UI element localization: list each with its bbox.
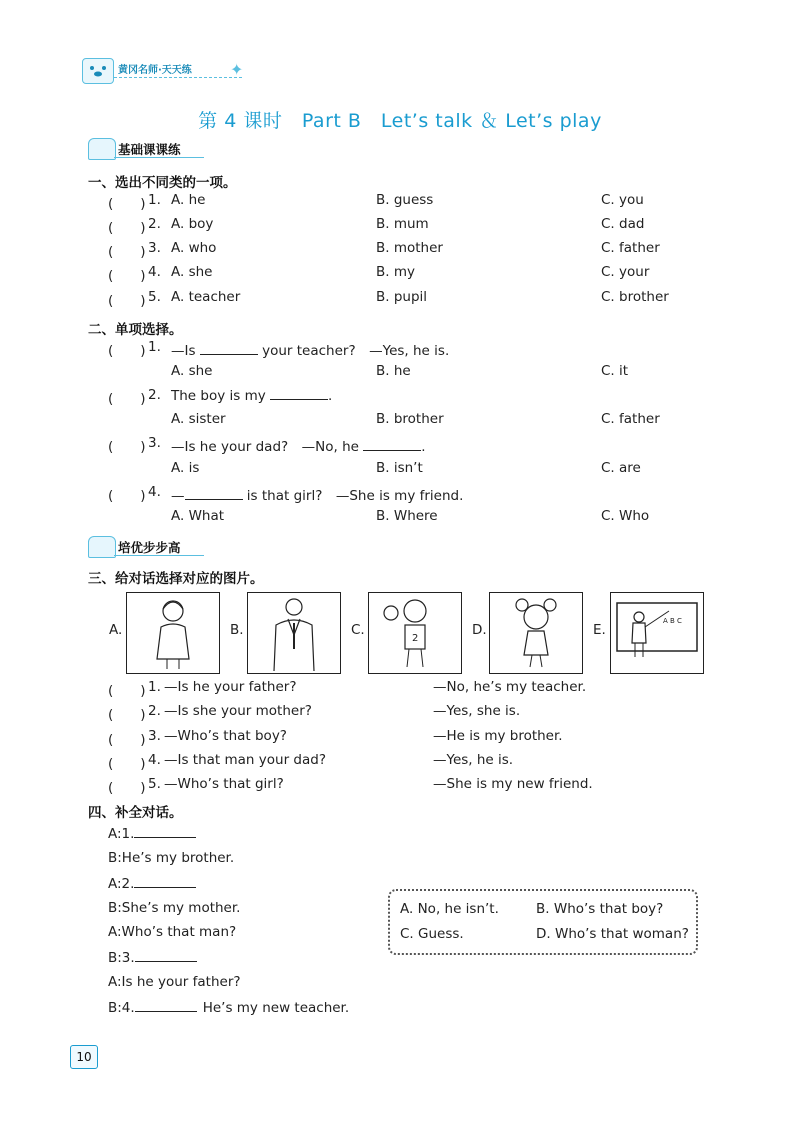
- answer-blank[interactable]: [134, 825, 196, 838]
- option-b: B. Who’s that boy?: [536, 901, 664, 917]
- item-number: 1.: [148, 679, 161, 695]
- item-number: 4.: [148, 752, 161, 768]
- board-text: A B C: [663, 617, 682, 625]
- q2-item-1-question: [108, 339, 708, 359]
- speaker-line: A:1.: [108, 826, 135, 842]
- q3-item-3: [108, 728, 708, 748]
- q4-line-6: [108, 949, 197, 966]
- speaker-line: A:2.: [108, 876, 135, 892]
- q2-item-3-options: [108, 460, 708, 480]
- option-c: C. brother: [601, 289, 669, 305]
- item-number: 2.: [148, 703, 161, 719]
- item-number: 5.: [148, 776, 161, 792]
- page-number: 10: [70, 1045, 98, 1069]
- q4-line-3: [108, 875, 196, 892]
- q4-line-7: [108, 974, 241, 990]
- q3-item-1: [108, 679, 708, 699]
- option-b: B. he: [376, 363, 411, 379]
- q2-item-2-question: [108, 387, 708, 407]
- picture-d-girl: [489, 592, 583, 674]
- option-b: B. isn’t: [376, 460, 423, 476]
- q4-line-4: [108, 900, 240, 916]
- q1-item-3: [108, 240, 708, 260]
- option-c: C. Who: [601, 508, 650, 524]
- option-a: A. he: [171, 192, 206, 208]
- option-b: B. guess: [376, 192, 434, 208]
- option-c: C. you: [601, 192, 644, 208]
- q2-item-4-question: [108, 484, 708, 504]
- option-c: C. father: [601, 411, 660, 427]
- option-c: C. dad: [601, 216, 645, 232]
- picture-b-man: [247, 592, 341, 674]
- q2-item-4-options: [108, 508, 708, 528]
- section-1-heading: 一、选出不同类的一项。: [88, 175, 237, 191]
- item-number: 4.: [148, 484, 161, 500]
- banner-advanced: [88, 536, 206, 558]
- q3-item-4: [108, 752, 708, 772]
- answer-paren[interactable]: ( ): [108, 391, 146, 407]
- question-text: —Is he your dad? —No, he: [171, 439, 359, 455]
- option-c: C. are: [601, 460, 641, 476]
- q4-line-5: [108, 924, 236, 940]
- banner-label: 基础课课练: [118, 142, 181, 157]
- q1-item-4: [108, 264, 708, 284]
- bear-logo-icon: [82, 58, 114, 84]
- answer-blank[interactable]: [270, 387, 328, 400]
- option-a: A. she: [171, 264, 213, 280]
- option-a: A. What: [171, 508, 225, 524]
- q4-line-8: [108, 999, 349, 1016]
- answer-paren[interactable]: ( ): [108, 220, 146, 236]
- speaker-line: B:He’s my brother.: [108, 850, 235, 866]
- section-4-heading: 四、补全对话。: [88, 805, 183, 821]
- q4-line-2: [108, 850, 234, 866]
- speaker-line: A:Who’s that man?: [108, 924, 237, 940]
- header-brand: [82, 58, 247, 84]
- speaker-line: He’s my new teacher.: [202, 1000, 350, 1016]
- answer-paren[interactable]: ( ): [108, 268, 146, 284]
- answer-blank[interactable]: [200, 342, 258, 355]
- question-text: The boy is my: [171, 388, 266, 404]
- option-b: B. brother: [376, 411, 444, 427]
- q1-item-2: [108, 216, 708, 236]
- question-text: is that girl? —She is my friend.: [246, 488, 464, 504]
- answer-paren[interactable]: ( ): [108, 707, 146, 723]
- option-c: C. Guess.: [400, 926, 464, 942]
- dialog-question: —Who’s that girl?: [164, 776, 284, 792]
- option-a: A. boy: [171, 216, 214, 232]
- shirt-number: 2: [412, 633, 419, 644]
- picture-c-boy: [368, 592, 462, 674]
- option-b: B. mother: [376, 240, 443, 256]
- answer-paren[interactable]: ( ): [108, 780, 146, 796]
- section-3-heading: 三、给对话选择对应的图片。: [88, 571, 264, 587]
- option-b: B. my: [376, 264, 415, 280]
- girl-icon: [490, 593, 582, 673]
- option-c: C. it: [601, 363, 629, 379]
- picture-label-b: B.: [230, 622, 244, 638]
- speaker-line: B:4.: [108, 1000, 135, 1016]
- answer-paren[interactable]: ( ): [108, 488, 146, 504]
- dialog-answer: —Yes, he is.: [433, 752, 514, 768]
- dialog-answer: —She is my new friend.: [433, 776, 593, 792]
- q4-options-box: [388, 889, 698, 955]
- speaker-line: B:She’s my mother.: [108, 900, 241, 916]
- question-text: —Is: [171, 343, 196, 359]
- dialog-question: —Is she your mother?: [164, 703, 312, 719]
- item-number: 1.: [148, 192, 161, 208]
- dialog-question: —Is that man your dad?: [164, 752, 327, 768]
- item-number: 2.: [148, 216, 161, 232]
- answer-paren[interactable]: ( ): [108, 756, 146, 772]
- answer-paren[interactable]: ( ): [108, 293, 146, 309]
- banner-basic: [88, 138, 206, 160]
- brand-underline: [114, 77, 242, 78]
- woman-icon: [127, 593, 219, 673]
- bear-icon: [88, 138, 116, 160]
- q2-item-1-options: [108, 363, 708, 383]
- answer-blank[interactable]: [363, 438, 421, 451]
- option-a: A. is: [171, 460, 200, 476]
- dialog-question: —Is he your father?: [164, 679, 297, 695]
- sparkle-icon: ✦: [230, 60, 244, 79]
- item-number: 5.: [148, 289, 161, 305]
- option-a: A. sister: [171, 411, 226, 427]
- section-2-heading: 二、单项选择。: [88, 322, 183, 338]
- question-text: your teacher? —Yes, he is.: [262, 343, 450, 359]
- lesson-title: 第 4 课时 Part B Let’s talk ＆ Let’s play: [198, 110, 602, 132]
- option-a: A. she: [171, 363, 213, 379]
- q2-item-2-options: [108, 411, 708, 431]
- dialog-answer: —No, he’s my teacher.: [433, 679, 587, 695]
- q4-line-1: [108, 825, 196, 842]
- answer-blank[interactable]: [135, 999, 197, 1012]
- answer-paren[interactable]: ( ): [108, 732, 146, 748]
- man-in-suit-icon: [248, 593, 340, 673]
- brand-label: 黄冈名师·天天练: [118, 65, 192, 76]
- answer-blank[interactable]: [135, 949, 197, 962]
- teacher-at-board-icon: [611, 593, 703, 673]
- option-a: A. who: [171, 240, 217, 256]
- question-text: .: [421, 439, 426, 455]
- answer-paren[interactable]: ( ): [108, 439, 146, 455]
- q3-item-5: [108, 776, 708, 796]
- answer-paren[interactable]: ( ): [108, 683, 146, 699]
- picture-label-d: D.: [472, 622, 487, 638]
- option-b: B. mum: [376, 216, 429, 232]
- dialog-question: —Who’s that boy?: [164, 728, 287, 744]
- bear-icon: [88, 536, 116, 558]
- picture-label-e: E.: [593, 622, 606, 638]
- picture-label-a: A.: [109, 622, 123, 638]
- q3-item-2: [108, 703, 708, 723]
- q1-item-1: [108, 192, 708, 212]
- answer-paren[interactable]: ( ): [108, 343, 146, 359]
- option-c: C. father: [601, 240, 660, 256]
- question-text: —: [171, 488, 185, 504]
- answer-paren[interactable]: ( ): [108, 196, 146, 212]
- item-number: 3.: [148, 240, 161, 256]
- speaker-line: B:3.: [108, 950, 135, 966]
- picture-e-teacher: [610, 592, 704, 674]
- picture-label-c: C.: [351, 622, 365, 638]
- item-number: 1.: [148, 339, 161, 355]
- answer-blank[interactable]: [134, 875, 196, 888]
- question-text: .: [328, 388, 333, 404]
- item-number: 2.: [148, 387, 161, 403]
- picture-a-woman: [126, 592, 220, 674]
- boy-with-ball-icon: [369, 593, 461, 673]
- option-d: D. Who’s that woman?: [536, 926, 689, 942]
- banner-label: 培优步步高: [118, 540, 181, 555]
- option-b: B. Where: [376, 508, 438, 524]
- answer-paren[interactable]: ( ): [108, 244, 146, 260]
- option-a: A. teacher: [171, 289, 241, 305]
- answer-blank[interactable]: [185, 487, 243, 500]
- option-b: B. pupil: [376, 289, 428, 305]
- item-number: 3.: [148, 435, 161, 451]
- speaker-line: A:Is he your father?: [108, 974, 241, 990]
- dialog-answer: —Yes, she is.: [433, 703, 521, 719]
- q1-item-5: [108, 289, 708, 309]
- item-number: 3.: [148, 728, 161, 744]
- option-a: A. No, he isn’t.: [400, 901, 499, 917]
- dialog-answer: —He is my brother.: [433, 728, 563, 744]
- item-number: 4.: [148, 264, 161, 280]
- option-c: C. your: [601, 264, 650, 280]
- q2-item-3-question: [108, 435, 708, 455]
